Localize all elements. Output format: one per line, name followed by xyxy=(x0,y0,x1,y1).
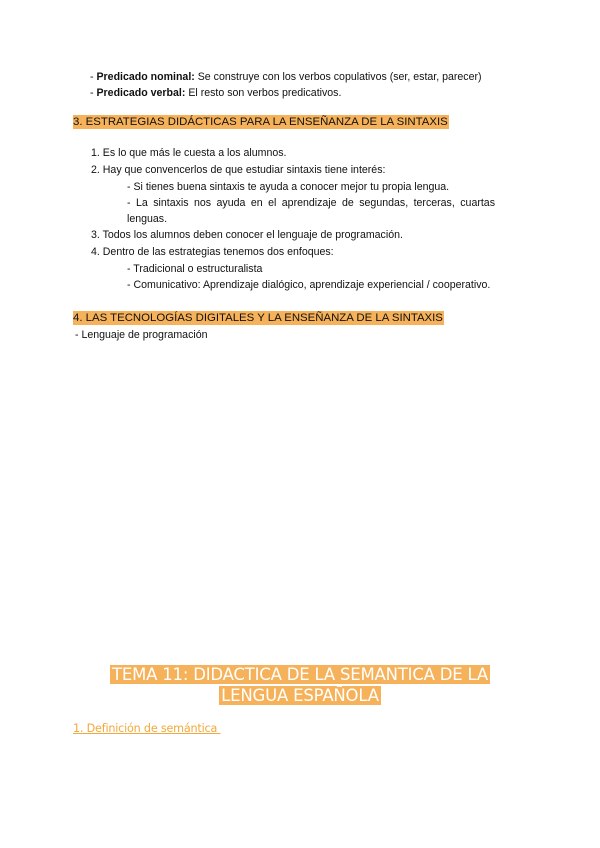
predicado-nominal-label: Predicado nominal: xyxy=(96,71,195,83)
tema-title-line-2: LENGUA ESPAÑOLA xyxy=(221,686,379,705)
list-subitem: - Comunicativo: Aprendizaje dialógico, aprendizaje experiencial / cooperativo. xyxy=(127,279,491,291)
predicado-verbal-label: Predicado verbal: xyxy=(96,87,186,99)
dash: - xyxy=(90,71,97,83)
list-subitem: - Si tienes buena sintaxis te ayuda a conocer mejor tu propia lengua. xyxy=(127,181,450,193)
predicado-nominal-line xyxy=(90,70,482,84)
section-4-title: 4. LAS TECNOLOGÍAS DIGITALES Y LA ENSEÑANZA DE LA SINTAXIS xyxy=(73,312,443,324)
section-3-title: 3. ESTRATEGIAS DIDÁCTICAS PARA LA ENSEÑANZA DE LA SINTAXIS xyxy=(73,116,448,128)
list-item: - Lenguaje de programación xyxy=(75,329,208,341)
section-3-heading xyxy=(73,115,449,130)
tema-11-subheading xyxy=(73,722,220,736)
list-item: 2. Hay que convencerlos de que estudiar sintaxis tiene interés: xyxy=(91,164,386,176)
subheading-text: 1. Definición de semántica xyxy=(73,722,218,735)
tema-11-title xyxy=(60,664,540,706)
predicado-verbal-line xyxy=(90,86,341,100)
predicado-nominal-text: Se construye con los verbos copulativos (ser, estar, parecer) xyxy=(194,71,482,83)
dash: - xyxy=(90,87,97,99)
list-subitem: - La sintaxis nos ayuda en el aprendizaje de segundas, terceras, cuartas lenguas. xyxy=(127,197,495,225)
list-item: 4. Dentro de las estrategias tenemos dos enfoques: xyxy=(91,246,334,258)
list-item: 1. Es lo que más le cuesta a los alumnos. xyxy=(91,147,287,159)
tema-title-line-1: TEMA 11: DIDACTICA DE LA SEMANTICA DE LA xyxy=(111,665,489,684)
predicado-verbal-text: El resto son verbos predicativos. xyxy=(185,87,342,99)
list-subitem: - Tradicional o estructuralista xyxy=(127,263,263,275)
list-item: 3. Todos los alumnos deben conocer el lenguaje de programación. xyxy=(91,229,403,241)
section-4-heading xyxy=(73,311,444,326)
